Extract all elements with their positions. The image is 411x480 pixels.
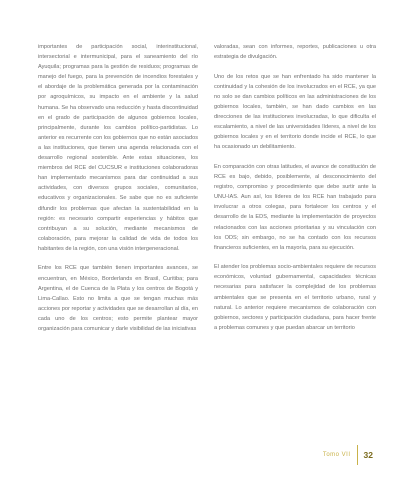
right-paragraph-3: En comparación con otras latitudes, el avance de constitución de RCE es bajo, debido, posiblemente, al desconocimiento del registro, compromiso y procedimiento que debe surtir ante la UNU-IAS. Aun así, los líderes de los RCE han trabajado para involucrar a otros colegas, para fortalecer los centros y el desarrollo de la EDS, mediante la implementación de proyectos relacionados con las acciones prioritarias y su vinculación con los ODS; sin embargo, no se ha contado con los recursos financieros suficientes, en la mayoría, para su ejecución. (214, 163, 376, 251)
right-paragraph-2: Uno de los retos que se han enfrentado ha sido mantener la continuidad y la cohesión de los involucrados en el RCE, ya que no solo se dan cambios políticos en las administraciones de los gobiernos locales, también, se han dado cambios en las direcciones de las instituciones involucradas, lo que dificulta el escalamiento, a nivel de las universidades líderes, a nivel de los gobiernos locales y en el territorio donde incide el RCE, lo que ha ocasionado un debilitamiento. (214, 73, 376, 151)
page-footer (323, 445, 373, 465)
footer-divider (357, 445, 358, 465)
right-text-column (214, 42, 376, 342)
right-paragraph-4: El atender los problemas socio-ambientales requiere de recursos económicos, voluntad gubernamental, capacidades técnicas necesarias para satisfacer la complejidad de los problemas ambientales que se presenta en el territorio urbano, rural y natural. Lo anterior requiere mecanismos de colaboración con gobiernos, sectores y participación ciudadana, para hacer frente a problemas comunes y que puedan abarcar un territorio (214, 264, 376, 331)
left-paragraph-1: importantes de participación social, interinstitucional, intersectorial e intermunicipal, para el saneamiento del río Ayuquila; programas para la gestión de residuos; programas de manejo del fuego, para la prevención de incendios forestales y el abordaje de la problemática generada por la contaminación por agroquímicos, su impacto en el ambiente y la salud humana. Se ha observado una reducción y hasta discontinuidad en el grado de participación de algunos gobiernos locales, principalmente, durante los cambios político-partidistas. Lo anterior es recurrente con los gobiernos que no están asociados a las instituciones, que tienen una agenda relacionada con el desarrollo regional sostenible. Ante estas situaciones, los miembros del RCE del CUCSUR e instituciones colaboradoras han implementado mecanismos para dar continuidad a sus actividades, con diversos grupos sociales, comunitarios, educativos y organizacionales. Se sabe que no es suficiente difundir los problemas que afectan la sustentabilidad en la región: es necesario compartir experiencias y hábitos que contribuyan a su solución, mediante mecanismos de colaboración, para mejorar la calidad de vida de todos los habitantes de la región, con una visión intergeneracional. (38, 44, 198, 252)
left-paragraph-2: Entre los RCE que también tienen importantes avances, se encuentran, en México, Borderlands en Brasil, Curitiba; para Argentina, el de Cuenca de la Plata y los centros de Bogotá y Lima-Callao. Esto no limita a que se tengan muchas más acciones por reportar y actividades que se desarrollan al día, en cada uno de los centros; esto permite plantear mayor organización para comunicar y darle visibilidad de las iniciativas (38, 265, 198, 333)
volume-label: Tomo VII (322, 452, 351, 458)
left-text-column (38, 42, 198, 344)
page-number: 32 (363, 450, 373, 460)
right-paragraph-1: valoradas, sean con informes, reportes, publicaciones u otra estrategia de divulgación. (214, 44, 376, 61)
